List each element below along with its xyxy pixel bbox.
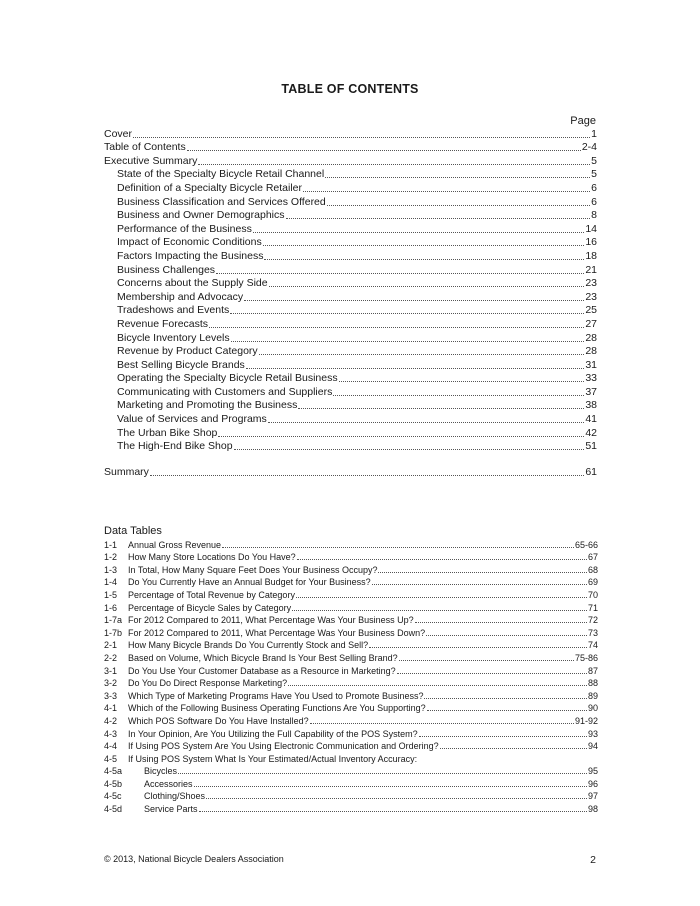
toc-entry-page: 18: [585, 249, 597, 262]
toc-entry: [104, 249, 597, 263]
toc-entry-page: 31: [585, 358, 597, 371]
toc-entry-summary: [104, 465, 597, 479]
table-number: 3-2: [104, 678, 118, 689]
dot-leader: [424, 698, 587, 699]
table-entry: [104, 538, 598, 551]
toc-entry: [104, 345, 597, 359]
dot-leader: [253, 232, 584, 233]
table-entry: [104, 588, 598, 601]
toc-entry: [104, 141, 597, 155]
toc-entry-page: 51: [585, 440, 597, 453]
toc-entry-label: Revenue Forecasts: [117, 317, 209, 330]
toc-entry-label: Impact of Economic Conditions: [117, 236, 262, 249]
toc-entry-label: Revenue by Product Category: [117, 345, 258, 358]
toc-entry-label: Tradeshows and Events: [117, 304, 230, 317]
toc-entry: [104, 440, 597, 454]
dot-leader: [198, 164, 590, 165]
table-entry: [104, 626, 598, 639]
toc-entry: [104, 331, 597, 345]
dot-leader: [333, 395, 584, 396]
toc-entry-label: Factors Impacting the Business: [117, 249, 264, 262]
toc-entry-page: 23: [585, 290, 597, 303]
toc-entry-page: 37: [585, 385, 597, 398]
dot-leader: [288, 685, 587, 686]
toc-entry-label: Business Challenges: [117, 263, 216, 276]
toc-entry: [104, 263, 597, 277]
table-page: 96: [587, 778, 598, 789]
dot-leader: [244, 300, 584, 301]
table-entry: [104, 802, 598, 815]
table-title: Do You Use Your Customer Database as a Resource in Marketing?: [128, 665, 396, 676]
table-title: In Total, How Many Square Feet Does Your Business Occupy?: [128, 564, 378, 575]
toc-entry-label: Membership and Advocacy: [117, 290, 244, 303]
table-title: Service Parts: [144, 804, 198, 815]
dot-leader: [426, 635, 587, 636]
table-title: Percentage of Bicycle Sales by Category: [128, 602, 292, 613]
table-title: How Many Store Locations Do You Have?: [128, 552, 296, 563]
table-entry: [104, 664, 598, 677]
toc-entry-page: 5: [591, 168, 597, 181]
table-entry: [104, 727, 598, 740]
table-title: Which POS Software Do You Have Installed?: [128, 715, 309, 726]
dot-leader: [246, 368, 585, 369]
dot-leader: [178, 773, 587, 774]
toc-entry-page: 16: [585, 236, 597, 249]
toc-entry-label: Bicycle Inventory Levels: [117, 331, 230, 344]
table-entry: [104, 740, 598, 753]
dot-leader: [234, 449, 585, 450]
table-title: If Using POS System Are You Using Electronic Communication and Ordering?: [128, 741, 439, 752]
toc-entry-label: Performance of the Business: [117, 222, 252, 235]
table-number: 1-7b: [104, 627, 123, 638]
table-title: If Using POS System What Is Your Estimated/Actual Inventory Accuracy:: [128, 753, 418, 764]
dot-leader: [297, 559, 587, 560]
section-gap: [104, 453, 597, 465]
toc-entry: [104, 181, 597, 195]
toc-entry-label: Value of Services and Programs: [117, 413, 267, 426]
table-page: 97: [587, 791, 598, 802]
table-page: 91-92: [574, 715, 598, 726]
table-title: Based on Volume, Which Bicycle Brand Is Your Best Selling Brand?: [128, 652, 398, 663]
table-entry: [104, 689, 598, 702]
dot-leader: [199, 811, 587, 812]
table-number: 2-2: [104, 652, 118, 663]
dot-leader: [325, 177, 590, 178]
dot-leader: [150, 475, 584, 476]
toc-entry-page: 5: [591, 154, 597, 167]
toc-entry-page: 21: [585, 263, 597, 276]
toc-entry: [104, 317, 597, 331]
toc-list: [104, 127, 597, 479]
dot-leader: [218, 436, 584, 437]
dot-leader: [209, 327, 584, 328]
table-page: 93: [587, 728, 598, 739]
toc-entry-page: 8: [591, 209, 597, 222]
table-number: 4-1: [104, 703, 118, 714]
dot-leader: [216, 273, 584, 274]
dot-leader: [296, 597, 587, 598]
footer-page-number: 2: [590, 854, 596, 866]
data-tables-list: [104, 516, 598, 815]
table-page: 89: [587, 690, 598, 701]
dot-leader: [268, 422, 585, 423]
table-entry: [104, 765, 598, 778]
toc-entry: [104, 236, 597, 250]
dot-leader: [303, 191, 590, 192]
dot-leader: [286, 218, 591, 219]
table-page: 70: [587, 589, 598, 600]
toc-entry-page: 25: [585, 304, 597, 317]
toc-entry-page: 38: [585, 399, 597, 412]
dot-leader: [206, 798, 587, 799]
table-entry: [104, 614, 598, 627]
table-number: 4-4: [104, 741, 118, 752]
dot-leader: [187, 150, 581, 151]
page-title: TABLE OF CONTENTS: [281, 82, 419, 96]
table-entry: [104, 551, 598, 564]
toc-entry-label: Operating the Specialty Bicycle Retail Business: [117, 372, 338, 385]
table-number: 4-2: [104, 715, 118, 726]
dot-leader: [231, 341, 585, 342]
table-entry: [104, 563, 598, 576]
table-page: 94: [587, 741, 598, 752]
table-title: For 2012 Compared to 2011, What Percentage Was Your Business Up?: [128, 615, 414, 626]
table-title: Do You Do Direct Response Marketing?: [128, 678, 288, 689]
page-footer: [104, 854, 596, 866]
toc-entry-label: Cover: [104, 127, 133, 140]
table-title: Bicycles: [144, 766, 178, 777]
dot-leader: [269, 286, 585, 287]
toc-entry-label: The High-End Bike Shop: [117, 440, 233, 453]
dot-leader: [372, 584, 587, 585]
table-title: For 2012 Compared to 2011, What Percentage Was Your Business Down?: [128, 627, 426, 638]
table-page: 74: [587, 640, 598, 651]
dot-leader: [378, 572, 587, 573]
table-number: 4-5a: [104, 766, 123, 777]
table-number: 4-5: [104, 753, 118, 764]
dot-leader: [310, 723, 574, 724]
table-entry: [104, 576, 598, 589]
table-entry: [104, 702, 598, 715]
dot-leader: [419, 736, 587, 737]
table-page: 72: [587, 615, 598, 626]
table-entry: [104, 601, 598, 614]
toc-entry-label: Business and Owner Demographics: [117, 209, 285, 222]
dot-leader: [415, 622, 587, 623]
toc-entry: [104, 385, 597, 399]
toc-entry-label: Table of Contents: [104, 141, 186, 154]
toc-entry: [104, 358, 597, 372]
table-entry: [104, 714, 598, 727]
toc-entry-page: 6: [591, 181, 597, 194]
table-entry: [104, 677, 598, 690]
table-number: 1-7a: [104, 615, 123, 626]
dot-leader: [263, 245, 585, 246]
table-number: 4-5b: [104, 778, 123, 789]
dot-leader: [298, 408, 584, 409]
dot-leader: [427, 710, 587, 711]
table-page: 71: [587, 602, 598, 613]
table-title: Which of the Following Business Operating Functions Are You Supporting?: [128, 703, 426, 714]
toc-entry: [104, 195, 597, 209]
toc-entry: [104, 277, 597, 291]
table-number: 2-1: [104, 640, 118, 651]
toc-entry: [104, 209, 597, 223]
toc-entry-label: Summary: [104, 465, 149, 478]
toc-entry-label: Communicating with Customers and Suppliers: [117, 385, 333, 398]
toc-entry-label: Concerns about the Supply Side: [117, 277, 268, 290]
dot-leader: [264, 259, 584, 260]
dot-leader: [194, 786, 587, 787]
table-title: Percentage of Total Revenue by Category: [128, 589, 295, 600]
dot-leader: [440, 748, 587, 749]
table-entry: [104, 651, 598, 664]
table-number: 4-3: [104, 728, 118, 739]
table-number: 1-2: [104, 552, 118, 563]
page-column-label: Page: [570, 115, 596, 127]
table-number: 1-4: [104, 577, 118, 588]
table-title: Annual Gross Revenue: [128, 539, 222, 550]
table-entry: [104, 752, 598, 765]
table-entry: [104, 639, 598, 652]
dot-leader: [133, 137, 590, 138]
toc-entry-label: State of the Specialty Bicycle Retail Channel: [117, 168, 325, 181]
table-title: Which Type of Marketing Programs Have You Used to Promote Business?: [128, 690, 424, 701]
toc-entry: [104, 426, 597, 440]
toc-entry-page: 41: [585, 413, 597, 426]
toc-entry-page: 42: [585, 426, 597, 439]
toc-entry-page: 2-4: [581, 141, 597, 154]
table-page: 73: [587, 627, 598, 638]
toc-entry-page: 14: [585, 222, 597, 235]
toc-entry-label: Marketing and Promoting the Business: [117, 399, 298, 412]
table-number: 3-3: [104, 690, 118, 701]
toc-entry-page: 27: [585, 317, 597, 330]
table-page: 95: [587, 766, 598, 777]
table-title: How Many Bicycle Brands Do You Currently Stock and Sell?: [128, 640, 369, 651]
dot-leader: [399, 660, 574, 661]
toc-entry-page: 23: [585, 277, 597, 290]
table-entry: [104, 777, 598, 790]
table-page: 68: [587, 564, 598, 575]
table-number: 3-1: [104, 665, 118, 676]
table-page: 88: [587, 678, 598, 689]
toc-entry-page: 28: [585, 331, 597, 344]
toc-entry-page: 6: [591, 195, 597, 208]
toc-entry: [104, 372, 597, 386]
dot-leader: [397, 673, 587, 674]
dot-leader: [292, 610, 587, 611]
table-number: 1-6: [104, 602, 118, 613]
toc-entry-page: 33: [585, 372, 597, 385]
footer-copyright: © 2013, National Bicycle Dealers Association: [104, 854, 284, 864]
dot-leader: [369, 647, 587, 648]
table-page: 67: [587, 552, 598, 563]
table-title: In Your Opinion, Are You Utilizing the Full Capability of the POS System?: [128, 728, 418, 739]
table-title: Clothing/Shoes: [144, 791, 206, 802]
toc-entry-page: 1: [591, 127, 597, 140]
table-page: 75-86: [574, 652, 598, 663]
table-page: 65-66: [574, 539, 598, 550]
table-title: Do You Currently Have an Annual Budget for Your Business?: [128, 577, 371, 588]
table-number: 1-1: [104, 539, 118, 550]
toc-entry-label: The Urban Bike Shop: [117, 426, 218, 439]
dot-leader: [230, 313, 584, 314]
toc-entry: [104, 290, 597, 304]
toc-entry: [104, 127, 597, 141]
toc-entry-label: Definition of a Specialty Bicycle Retailer: [117, 181, 303, 194]
table-page: 69: [587, 577, 598, 588]
toc-entry-label: Executive Summary: [104, 154, 198, 167]
table-number: 4-5d: [104, 804, 123, 815]
dot-leader: [222, 547, 574, 548]
dot-leader: [339, 381, 585, 382]
data-tables-heading: Data Tables: [104, 525, 162, 537]
toc-entry: [104, 154, 597, 168]
dot-leader: [327, 205, 590, 206]
table-number: 1-3: [104, 564, 118, 575]
table-page: 87: [587, 665, 598, 676]
table-entry: [104, 790, 598, 803]
toc-entry: [104, 304, 597, 318]
toc-entry-page: 61: [585, 465, 597, 478]
toc-entry: [104, 399, 597, 413]
toc-entry-label: Business Classification and Services Offered: [117, 195, 326, 208]
table-title: Accessories: [144, 778, 193, 789]
toc-entry: [104, 412, 597, 426]
dot-leader: [259, 354, 585, 355]
table-number: 1-5: [104, 589, 118, 600]
table-page: 90: [587, 703, 598, 714]
toc-entry: [104, 168, 597, 182]
toc-entry-label: Best Selling Bicycle Brands: [117, 358, 245, 371]
toc-entry-page: 28: [585, 345, 597, 358]
table-page: 98: [587, 804, 598, 815]
table-number: 4-5c: [104, 791, 122, 802]
toc-entry: [104, 222, 597, 236]
